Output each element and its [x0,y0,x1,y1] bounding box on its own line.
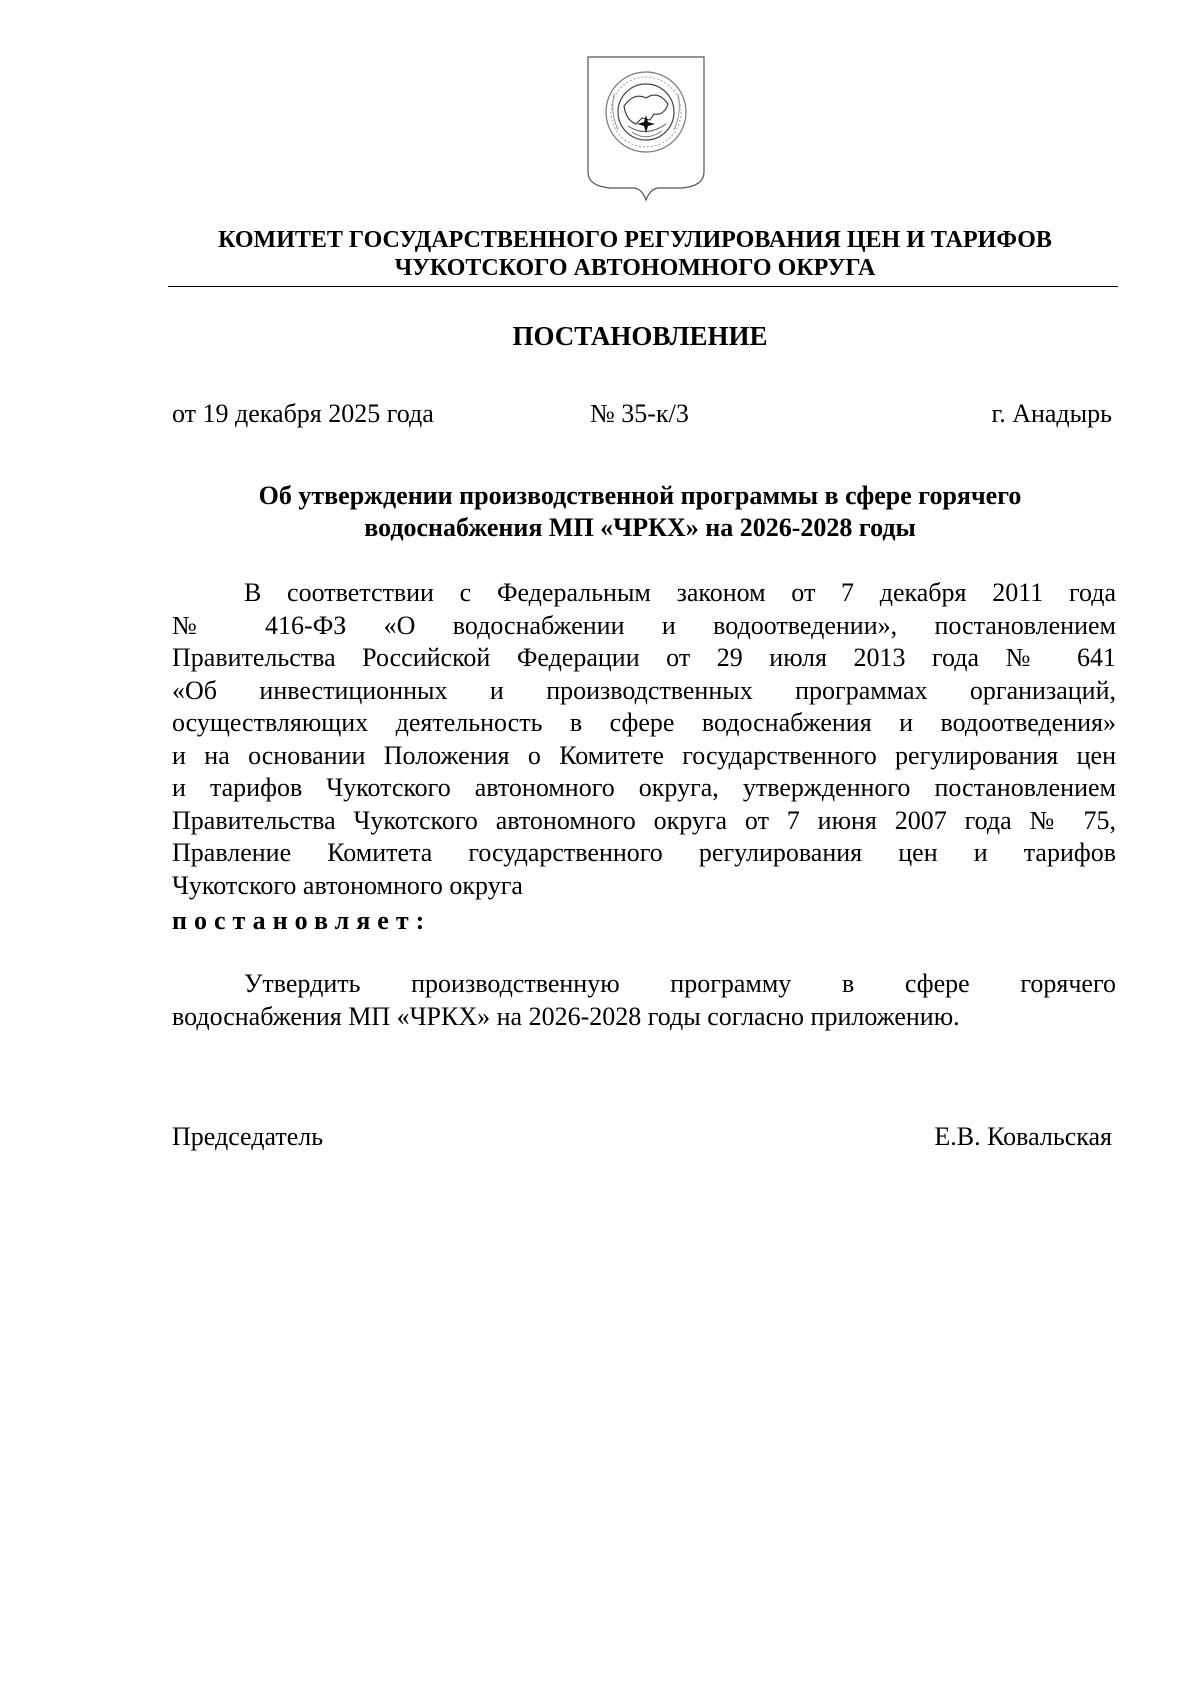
decree-word: постановляет: [172,906,432,935]
document-date: от 19 декабря 2025 года [172,399,434,428]
resolution-paragraph [172,968,1116,1033]
header-divider [168,286,1118,287]
preamble-line: Правительства Чукотского автономного округа от 7 июня 2007 года № 75, [172,805,1116,835]
preamble-line: В соответствии с Федеральным законом от 7 декабря 2011 года [244,578,1116,607]
document-city: г. Анадырь [991,399,1112,428]
resolution-line: водоснабжения МП «ЧРКХ» на 2026-2028 годы согласно приложению. [172,1001,960,1031]
preamble-line: Чукотского автономного округа [172,870,523,900]
signatory-name: Е.В. Ковальская [934,1122,1112,1151]
coat-of-arms-emblem [584,54,708,204]
preamble-line: № 416-ФЗ «О водоснабжении и водоотведении», постановлением [172,610,1116,640]
preamble-line: Правительства Российской Федерации от 29 июля 2013 года № 641 [172,643,1116,672]
preamble-line: и на основании Положения о Комитете государственного регулирования цен [172,740,1116,770]
preamble-paragraph [172,577,1116,902]
subject-line1: Об утверждении производственной программы в сфере горячего [258,481,1022,510]
committee-name-line1: КОМИТЕТ ГОСУДАРСТВЕННОГО РЕГУЛИРОВАНИЯ ЦЕН И ТАРИФОВ [218,227,1052,253]
committee-name-line2: ЧУКОТСКОГО АВТОНОМНОГО ОКРУГА [394,255,876,281]
preamble-line: «Об инвестиционных и производственных программах организаций, [172,675,1116,705]
resolution-line: Утвердить производственную программу в сфере горячего [244,969,1116,998]
preamble-line: Правление Комитета государственного регулирования цен и тарифов [172,838,1116,867]
subject-line2: водоснабжения МП «ЧРКХ» на 2026-2028 годы [364,513,916,542]
coat-of-arms-icon [584,54,708,204]
preamble-line: осуществляющих деятельность в сфере водоснабжения и водоотведения» [172,708,1116,737]
signatory-title: Председатель [172,1122,324,1151]
document-number: № 35-к/3 [590,399,689,428]
committee-name [160,226,1110,282]
document-subject [160,480,1120,544]
preamble-line: и тарифов Чукотского автономного округа, утвержденного постановлением [172,773,1116,802]
document-type: ПОСТАНОВЛЕНИЕ [512,321,768,351]
